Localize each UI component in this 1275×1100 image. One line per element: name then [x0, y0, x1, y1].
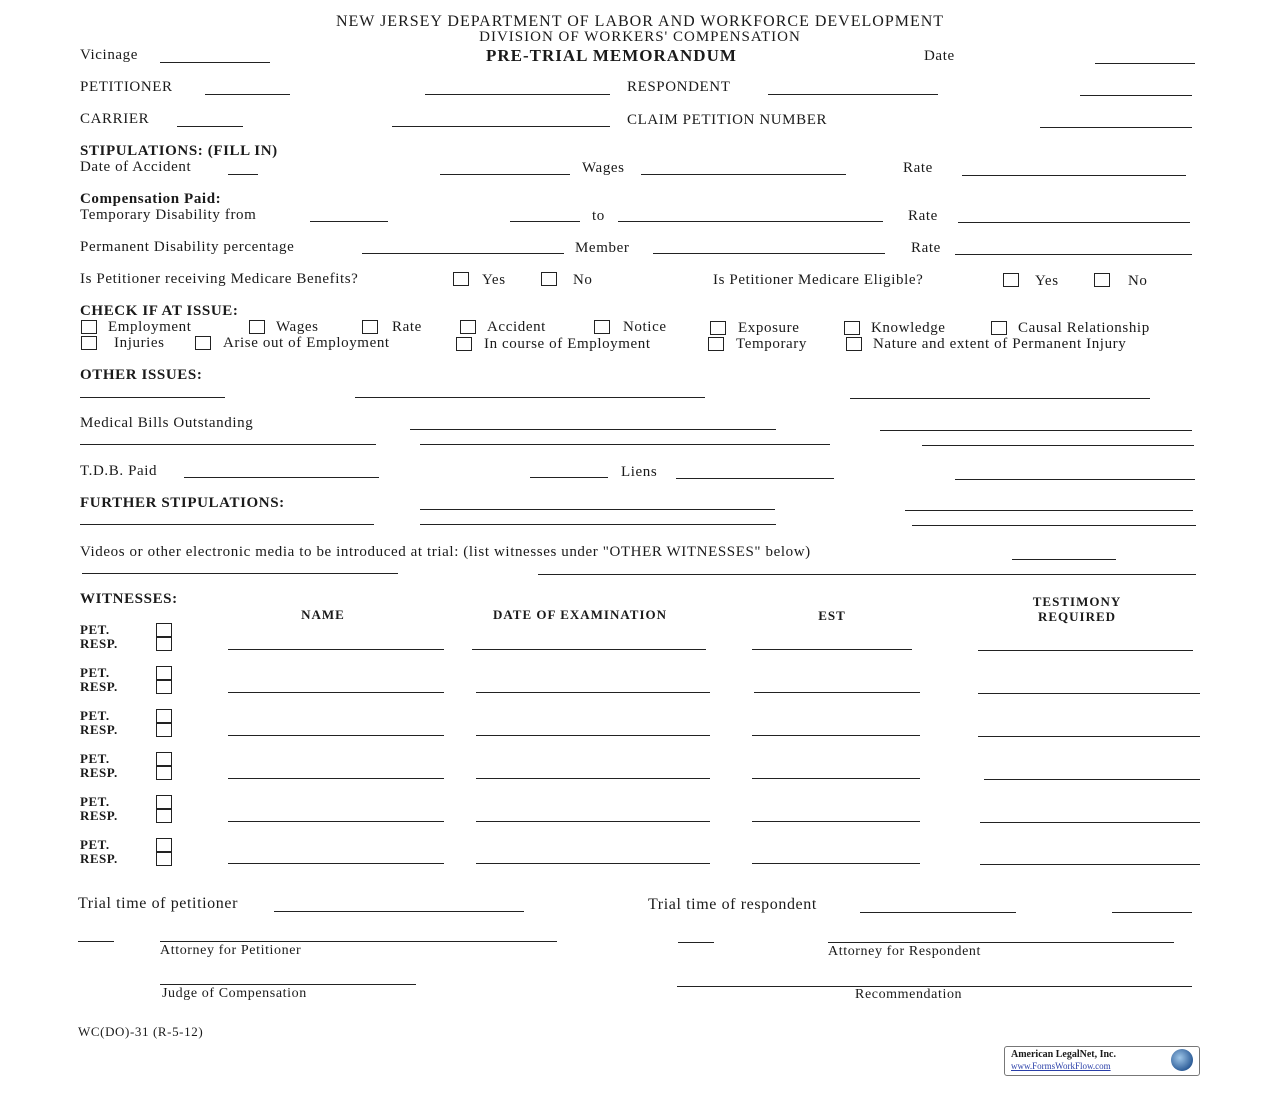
petitioner-label: PETITIONER — [80, 79, 173, 95]
issue-exposure-checkbox[interactable] — [710, 321, 726, 335]
respondent-label: RESPONDENT — [627, 79, 731, 95]
witness-6-est-field[interactable] — [752, 863, 920, 864]
witness-6-testimony-field[interactable] — [980, 864, 1200, 865]
issue-notice-label: Notice — [623, 319, 667, 335]
videos-field-a[interactable] — [1012, 559, 1116, 560]
to-label: to — [592, 208, 605, 224]
witness-6-name-field[interactable] — [228, 863, 444, 864]
witness-2-pet-checkbox[interactable] — [156, 666, 172, 680]
issue-accident-label: Accident — [487, 319, 546, 335]
witness-6-date-field[interactable] — [476, 863, 710, 864]
form-number: WC(DO)-31 (R-5-12) — [78, 1024, 204, 1039]
medicare-eligible-no-label: No — [1128, 273, 1148, 289]
judge-label: Judge of Compensation — [162, 986, 307, 1001]
temp-rate-field[interactable] — [958, 222, 1190, 223]
witnesses-heading: WITNESSES: — [80, 591, 178, 607]
col-testimony-header: TESTIMONY — [1032, 594, 1122, 609]
page-title: PRE-TRIAL MEMORANDUM — [486, 46, 737, 65]
trial-time-respondent-field-a[interactable] — [860, 912, 1016, 913]
rate-field[interactable] — [962, 175, 1186, 176]
medical-bills-line-e[interactable] — [922, 445, 1194, 446]
issue-wages-checkbox[interactable] — [249, 320, 265, 334]
recommendation-label: Recommendation — [855, 987, 963, 1002]
witness-3-pet-checkbox[interactable] — [156, 709, 172, 723]
medicare-eligible-no-checkbox[interactable] — [1094, 273, 1110, 287]
temp-disability-label: Temporary Disability from — [80, 207, 257, 223]
witness-3-est-field[interactable] — [752, 735, 920, 736]
temp-from-field-b[interactable] — [510, 221, 580, 222]
trial-time-respondent-label: Trial time of respondent — [648, 896, 817, 913]
witness-3-date-field[interactable] — [476, 735, 710, 736]
logo-url[interactable]: www.FormsWorkFlow.com — [1011, 1061, 1111, 1071]
trial-time-respondent-field-b[interactable] — [1112, 912, 1192, 913]
witness-5-est-field[interactable] — [752, 821, 920, 822]
judge-signature-line[interactable] — [160, 984, 416, 985]
issue-knowledge-checkbox[interactable] — [844, 321, 860, 335]
col-name-header: NAME — [301, 607, 345, 622]
witness-6-resp-checkbox[interactable] — [156, 852, 172, 866]
witness-1-resp-label: RESP. — [80, 636, 118, 651]
issue-rate-label: Rate — [392, 319, 422, 335]
medicare-eligible-label: Is Petitioner Medicare Eligible? — [713, 272, 924, 288]
date-of-accident-field-b[interactable] — [440, 174, 570, 175]
witness-4-pet-checkbox[interactable] — [156, 752, 172, 766]
witness-2-testimony-field[interactable] — [978, 693, 1200, 694]
witness-1-testimony-field[interactable] — [978, 650, 1193, 651]
globe-icon — [1171, 1049, 1193, 1071]
witness-3-name-field[interactable] — [228, 735, 444, 736]
issue-injuries-checkbox[interactable] — [81, 336, 97, 350]
liens-field-a[interactable] — [676, 478, 834, 479]
witness-4-date-field[interactable] — [476, 778, 710, 779]
witness-1-date-field[interactable] — [472, 649, 706, 650]
liens-label: Liens — [621, 464, 658, 480]
trial-time-petitioner-label: Trial time of petitioner — [78, 895, 239, 912]
medicare-receiving-yes-label: Yes — [482, 272, 506, 288]
temp-to-field[interactable] — [618, 221, 883, 222]
issue-causal-relationship-checkbox[interactable] — [991, 321, 1007, 335]
atty-pet-label: Attorney for Petitioner — [160, 943, 302, 958]
witness-5-resp-label: RESP. — [80, 808, 118, 823]
carrier-label: CARRIER — [80, 111, 150, 127]
witness-1-pet-label: PET. — [80, 622, 110, 637]
division-name: DIVISION OF WORKERS' COMPENSATION — [479, 29, 801, 45]
issue-employment-label: Employment — [108, 319, 192, 335]
medical-bills-field-b[interactable] — [880, 430, 1192, 431]
tdb-paid-field-a[interactable] — [184, 477, 379, 478]
date-of-accident-label: Date of Accident — [80, 159, 192, 175]
atty-pet-line-a[interactable] — [78, 941, 114, 942]
witness-3-resp-checkbox[interactable] — [156, 723, 172, 737]
respondent-field-b[interactable] — [1080, 95, 1192, 96]
issue-temporary-label: Temporary — [736, 336, 807, 352]
issue-causal-relationship-label: Causal Relationship — [1018, 320, 1150, 336]
issue-employment-checkbox[interactable] — [81, 320, 97, 334]
issue-permanent-injury-checkbox[interactable] — [846, 337, 862, 351]
witness-5-pet-label: PET. — [80, 794, 110, 809]
further-stipulations-heading: FURTHER STIPULATIONS: — [80, 495, 285, 511]
vicinage-label: Vicinage — [80, 47, 139, 63]
further-line-b[interactable] — [905, 510, 1193, 511]
carrier-field-a[interactable] — [177, 126, 243, 127]
medicare-receiving-no-label: No — [573, 272, 593, 288]
witness-1-resp-checkbox[interactable] — [156, 637, 172, 651]
issue-in-course-checkbox[interactable] — [456, 337, 472, 351]
witness-5-date-field[interactable] — [476, 821, 710, 822]
medicare-receiving-label: Is Petitioner receiving Medicare Benefits? — [80, 271, 359, 287]
petitioner-field-a[interactable] — [205, 94, 290, 95]
issue-wages-label: Wages — [276, 319, 319, 335]
member-field[interactable] — [653, 253, 885, 254]
videos-label: Videos or other electronic media to be introduced at trial: (list witnesses under "OTHER WITNESSES" below) — [80, 544, 811, 560]
agency-name: NEW JERSEY DEPARTMENT OF LABOR AND WORKFORCE DEVELOPMENT — [335, 13, 945, 30]
issue-temporary-checkbox[interactable] — [708, 337, 724, 351]
issue-arise-out-label: Arise out of Employment — [223, 335, 390, 351]
other-issues-line-b[interactable] — [355, 397, 705, 398]
videos-line-c[interactable] — [538, 574, 1196, 575]
witness-1-name-field[interactable] — [228, 649, 444, 650]
further-line-c[interactable] — [80, 524, 374, 525]
witness-4-name-field[interactable] — [228, 778, 444, 779]
witness-5-name-field[interactable] — [228, 821, 444, 822]
wages-field[interactable] — [641, 174, 846, 175]
compensation-heading: Compensation Paid: — [80, 191, 222, 207]
issues-heading: CHECK IF AT ISSUE: — [80, 303, 239, 319]
witness-1-est-field[interactable] — [752, 649, 912, 650]
member-label: Member — [575, 240, 630, 256]
date-field[interactable] — [1095, 63, 1195, 64]
witness-6-resp-label: RESP. — [80, 851, 118, 866]
witness-2-resp-label: RESP. — [80, 679, 118, 694]
witness-2-date-field[interactable] — [476, 692, 710, 693]
witness-1-pet-checkbox[interactable] — [156, 623, 172, 637]
temp-rate-label: Rate — [908, 208, 938, 224]
witness-5-testimony-field[interactable] — [980, 822, 1200, 823]
atty-resp-line-a[interactable] — [678, 942, 714, 943]
col-est-header: EST — [818, 608, 846, 623]
witness-4-pet-label: PET. — [80, 751, 110, 766]
medicare-receiving-no-checkbox[interactable] — [541, 272, 557, 286]
witness-3-pet-label: PET. — [80, 708, 110, 723]
vicinage-field[interactable] — [160, 62, 270, 63]
liens-field-b[interactable] — [955, 479, 1195, 480]
issue-rate-checkbox[interactable] — [362, 320, 378, 334]
issue-permanent-injury-label: Nature and extent of Permanent Injury — [873, 336, 1127, 352]
issue-knowledge-label: Knowledge — [871, 320, 946, 336]
perm-rate-label: Rate — [911, 240, 941, 256]
witness-6-pet-label: PET. — [80, 837, 110, 852]
atty-pet-signature-line[interactable] — [160, 941, 557, 942]
witness-3-testimony-field[interactable] — [978, 736, 1200, 737]
issue-arise-out-checkbox[interactable] — [195, 336, 211, 350]
witness-2-resp-checkbox[interactable] — [156, 680, 172, 694]
wages-label: Wages — [582, 160, 625, 176]
witness-2-name-field[interactable] — [228, 692, 444, 693]
other-issues-line-a[interactable] — [80, 397, 225, 398]
witness-6-pet-checkbox[interactable] — [156, 838, 172, 852]
american-legalnet-logo[interactable] — [1004, 1046, 1200, 1076]
temp-from-field-a[interactable] — [310, 221, 388, 222]
issue-exposure-label: Exposure — [738, 320, 800, 336]
tdb-paid-label: T.D.B. Paid — [80, 463, 158, 479]
other-issues-heading: OTHER ISSUES: — [80, 367, 203, 383]
medical-bills-field-a[interactable] — [410, 429, 776, 430]
carrier-field-b[interactable] — [392, 126, 610, 127]
further-line-d[interactable] — [420, 524, 776, 525]
logo-name: American LegalNet, Inc. — [1011, 1049, 1116, 1060]
further-line-a[interactable] — [420, 509, 775, 510]
medicare-eligible-yes-label: Yes — [1035, 273, 1059, 289]
col-required-header: REQUIRED — [1037, 609, 1117, 624]
issue-injuries-label: Injuries — [114, 335, 165, 351]
other-issues-line-c[interactable] — [850, 398, 1150, 399]
petitioner-field-b[interactable] — [425, 94, 610, 95]
issue-notice-checkbox[interactable] — [594, 320, 610, 334]
witness-4-resp-label: RESP. — [80, 765, 118, 780]
atty-resp-label: Attorney for Respondent — [828, 944, 981, 959]
claim-petition-number-field[interactable] — [1040, 127, 1192, 128]
witness-4-testimony-field[interactable] — [984, 779, 1200, 780]
issue-in-course-label: In course of Employment — [484, 336, 651, 352]
witness-5-resp-checkbox[interactable] — [156, 809, 172, 823]
trial-time-petitioner-field[interactable] — [274, 911, 524, 912]
date-of-accident-field-a[interactable] — [228, 174, 258, 175]
witness-4-est-field[interactable] — [752, 778, 920, 779]
date-label: Date — [924, 48, 955, 64]
claim-petition-number-label: CLAIM PETITION NUMBER — [627, 112, 828, 128]
witness-2-est-field[interactable] — [754, 692, 920, 693]
atty-resp-signature-line[interactable] — [828, 942, 1174, 943]
perm-disability-label: Permanent Disability percentage — [80, 239, 295, 255]
stipulations-heading: STIPULATIONS: (FILL IN) — [80, 143, 278, 159]
medicare-eligible-yes-checkbox[interactable] — [1003, 273, 1019, 287]
witness-5-pet-checkbox[interactable] — [156, 795, 172, 809]
witness-3-resp-label: RESP. — [80, 722, 118, 737]
medical-bills-line-d[interactable] — [420, 444, 830, 445]
witness-2-pet-label: PET. — [80, 665, 110, 680]
witness-4-resp-checkbox[interactable] — [156, 766, 172, 780]
issue-accident-checkbox[interactable] — [460, 320, 476, 334]
medicare-receiving-yes-checkbox[interactable] — [453, 272, 469, 286]
videos-line-b[interactable] — [82, 573, 398, 574]
further-line-e[interactable] — [912, 525, 1196, 526]
medical-bills-line-c[interactable] — [80, 444, 376, 445]
perm-rate-field[interactable] — [955, 254, 1192, 255]
col-date-header: DATE OF EXAMINATION — [492, 607, 668, 622]
medical-bills-label: Medical Bills Outstanding — [80, 415, 254, 431]
rate-label: Rate — [903, 160, 933, 176]
respondent-field-a[interactable] — [768, 94, 938, 95]
tdb-paid-field-b[interactable] — [530, 477, 608, 478]
perm-disability-field[interactable] — [362, 253, 564, 254]
